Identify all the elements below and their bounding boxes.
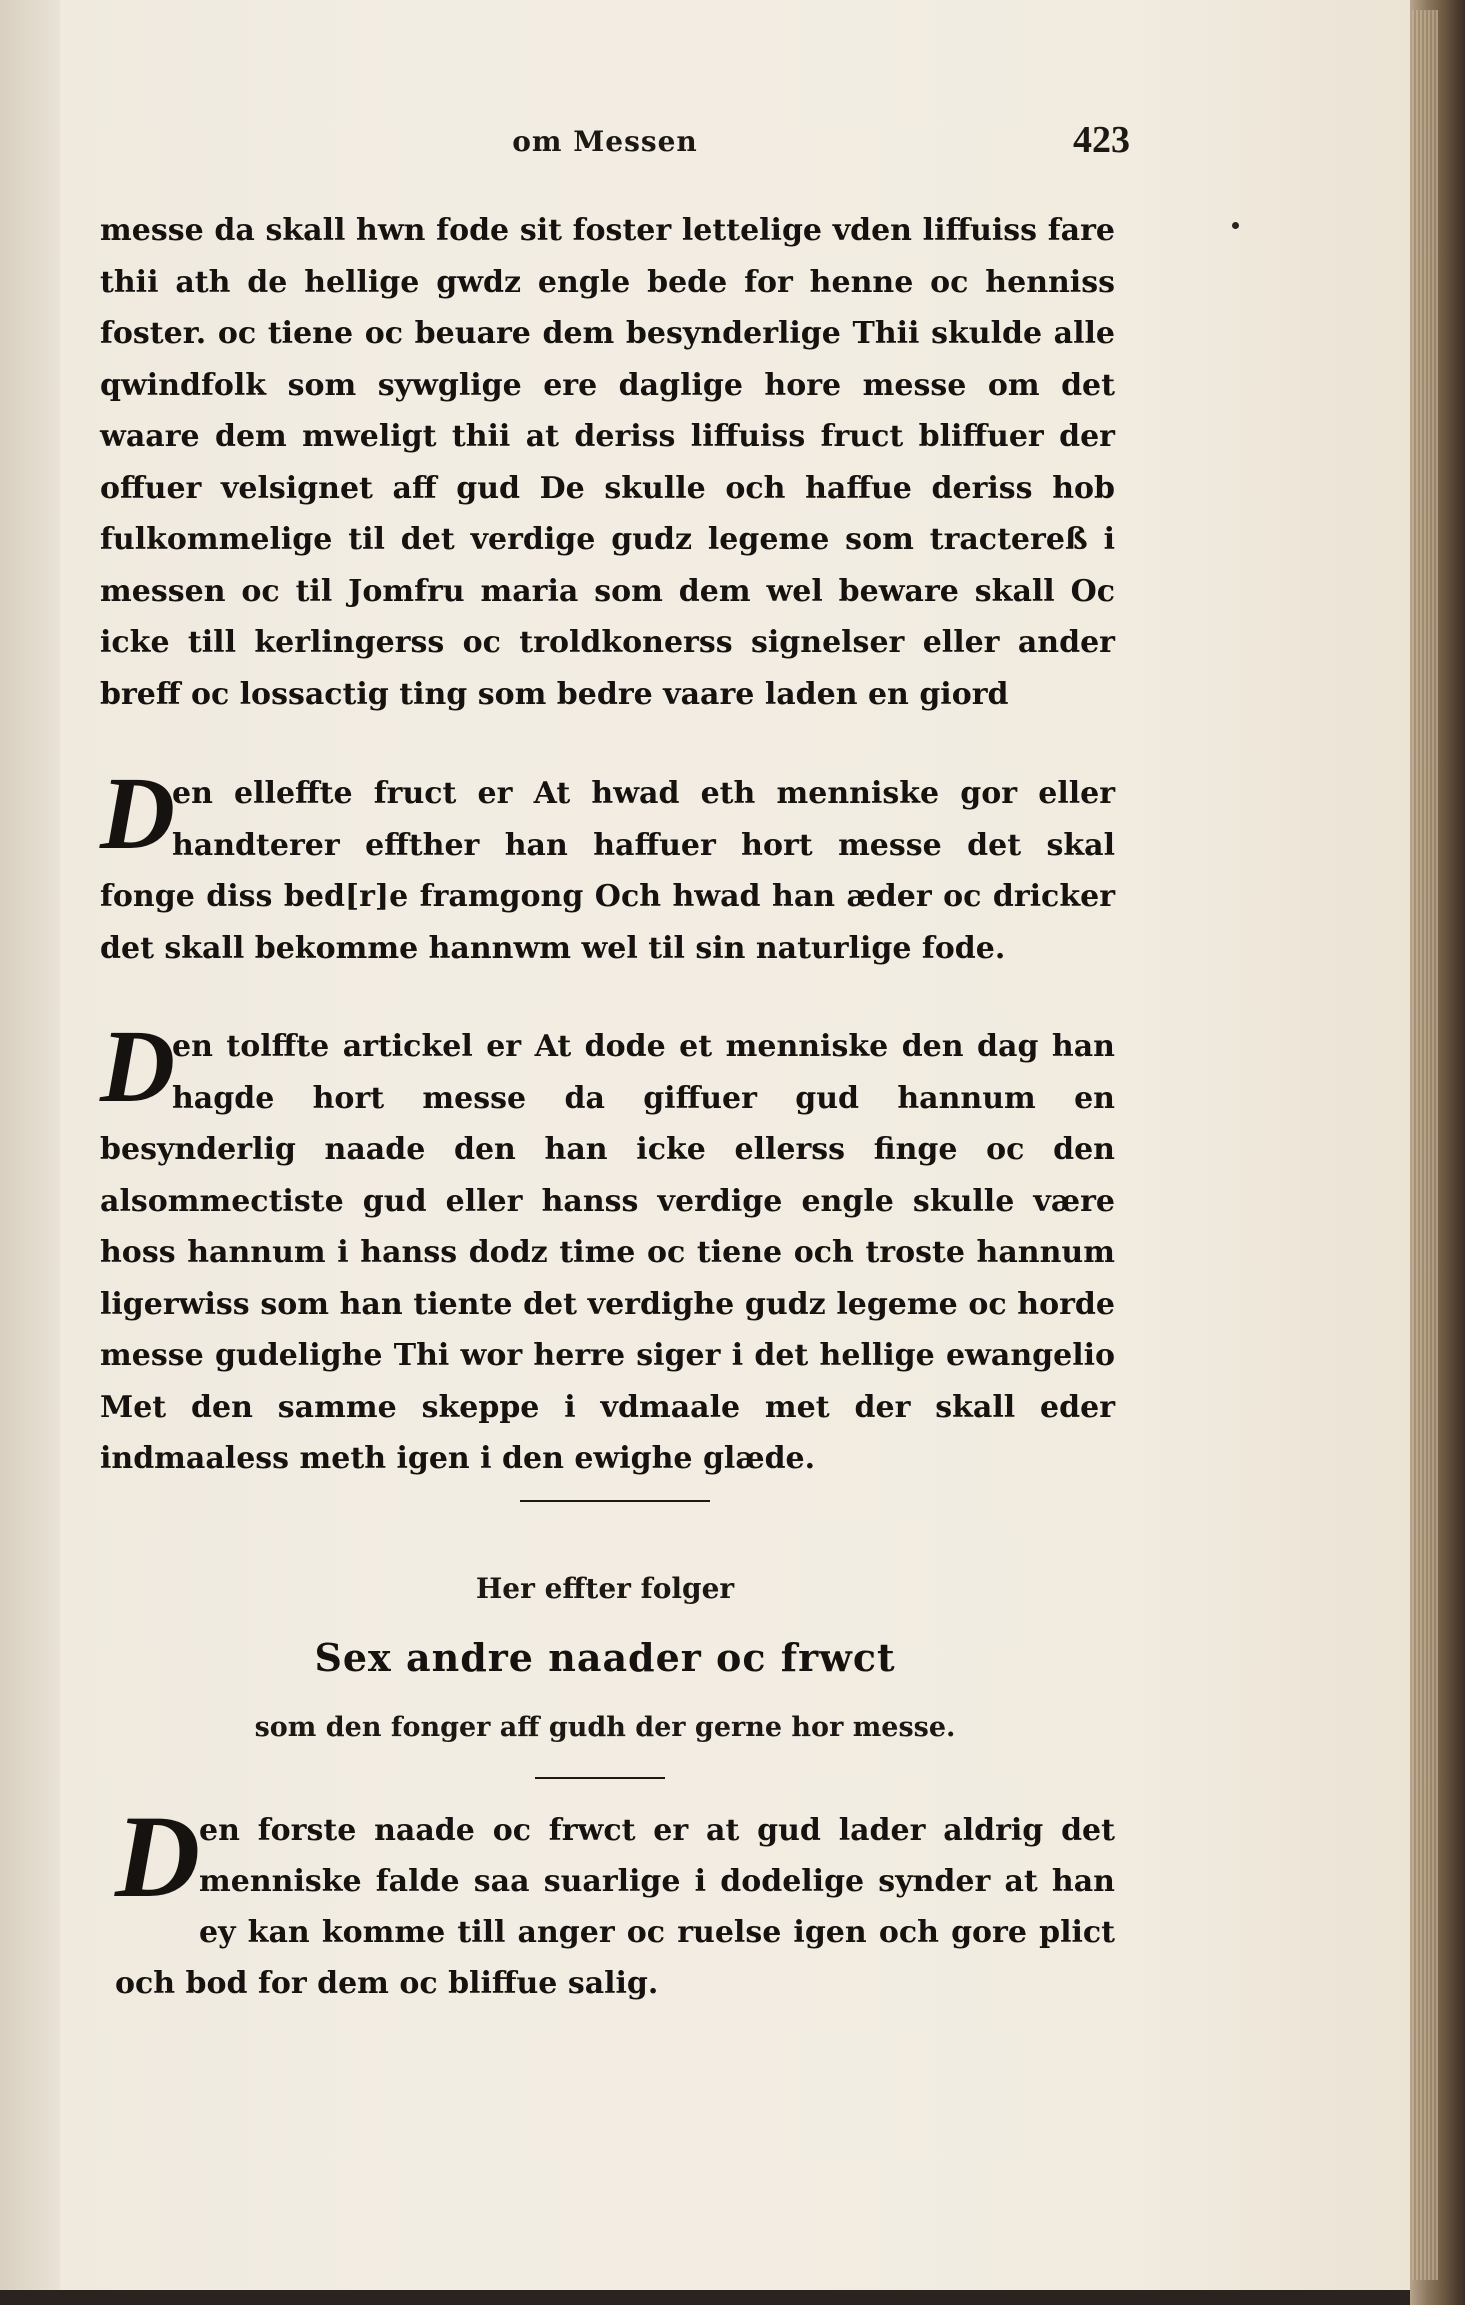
section-text — [115, 1791, 1115, 2009]
paragraph-2 — [100, 756, 1115, 974]
page-edge-lines — [1412, 10, 1438, 2280]
ink-speck — [1232, 222, 1239, 229]
section-divider-rule — [520, 1500, 710, 1502]
section-paragraph — [115, 1791, 1115, 2009]
dropcap-letter: D — [115, 1791, 201, 1922]
section-paragraph-text: en forste naade oc frwct er at gud lader aldrig det menniske falde saa suarlige i dodelige synder at han ey kan komme till anger oc ruelse igen och gore plict och bod for dem oc bliffue salig. — [115, 1813, 1115, 2001]
subtitle-rule — [535, 1777, 665, 1779]
main-text — [100, 205, 1115, 1485]
page-gutter — [0, 0, 60, 2290]
paragraph-1-text: messe da skall hwn fode sit foster lettelige vden liffuiss fare thii ath de hellige gwdz engle bede for henne oc henniss foster. oc tiene oc beuare dem besynderlige Thii skulde alle qwindfolk som sywglige ere daglige hore messe om det waare dem mweligt thii at deriss liffuiss fruct bliffuer der offuer velsignet aff gud De skulle och haffue deriss hob fulkommelige til det verdige gudz legeme som tractereß i messen oc til Jomfru maria som dem wel beware skall Oc icke till kerlingerss oc troldkonerss signelser eller ander breff oc lossactig ting som bedre vaare laden en giord — [100, 213, 1115, 712]
running-head: om Messen — [512, 125, 698, 158]
section-intro: Her effter folger — [475, 1572, 735, 1605]
paragraph-2-text: en elleffte fruct er At hwad eth menniske gor eller handterer effther han haffuer hort messe det skal fonge diss bed[r]e framgong Och hwad han æder oc dricker det skall bekomme hannwm wel til sin naturlige fode. — [100, 776, 1115, 966]
section-subtitle: som den fonger aff gudh der gerne hor messe. — [254, 1712, 956, 1743]
dropcap-letter: D — [100, 1009, 176, 1124]
paragraph-1 — [100, 205, 1115, 720]
paragraph-3-text: en tolffte artickel er At dode et menniske den dag han hagde hort messe da giffuer gud hannum en besynderlig naade den han icke ellerss finge oc den alsommectiste gud eller hanss verdige engle skulle være hoss hannum i hanss dodz time oc tiene och troste hannum ligerwiss som han tiente det verdighe gudz legeme oc horde messe gudelighe Thi wor herre siger i det hellige ewangelio Met den samme skeppe i vdmaale met der skall eder indmaaless meth igen i den ewighe glæde. — [100, 1029, 1115, 1476]
section-title: Sex andre naader oc frwct — [314, 1635, 896, 1680]
dropcap-letter: D — [100, 756, 176, 871]
page-number: 423 — [1073, 119, 1130, 161]
paragraph-3 — [100, 1009, 1115, 1485]
